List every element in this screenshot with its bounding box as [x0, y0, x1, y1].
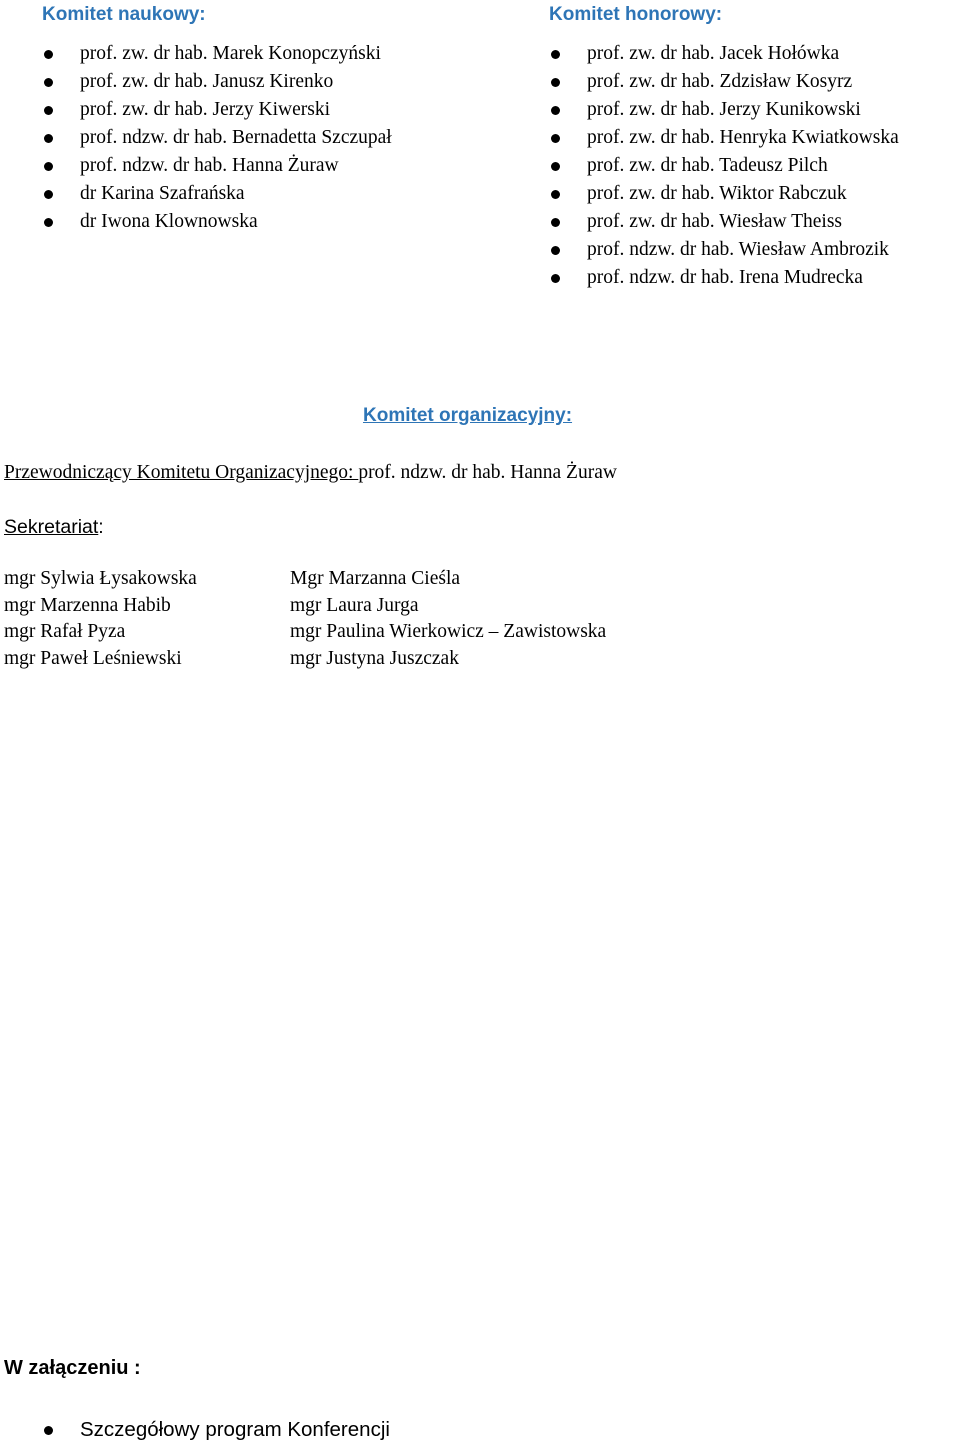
list-item	[549, 96, 899, 124]
list-item	[549, 180, 899, 208]
attachments-list	[42, 1415, 390, 1445]
honorary-committee-list	[549, 40, 899, 292]
member-name: dr Iwona Klownowska	[80, 211, 258, 232]
secretariat-right-column	[290, 566, 606, 672]
chair-name: prof. ndzw. dr hab. Hanna Żuraw	[358, 462, 617, 483]
list-item	[42, 96, 392, 124]
organizing-committee-heading: Komitet organizacyjny:	[363, 405, 573, 426]
secretariat-left-column	[4, 566, 197, 672]
list-item	[42, 68, 392, 96]
list-item: mgr Justyna Juszczak	[290, 647, 459, 669]
chair-label: Przewodniczący Komitetu Organizacyjnego:	[4, 462, 359, 483]
member-name: prof. ndzw. dr hab. Bernadetta Szczupał	[80, 127, 392, 148]
bullet-icon	[44, 134, 53, 143]
list-item	[549, 152, 899, 180]
scientific-committee-heading: Komitet naukowy:	[42, 4, 206, 25]
member-name: dr Karina Szafrańska	[80, 183, 245, 204]
list-item	[42, 208, 392, 236]
bullet-icon	[44, 106, 53, 115]
secretariat-colon: :	[98, 516, 104, 538]
bullet-icon	[551, 218, 560, 227]
list-item	[42, 1415, 390, 1445]
list-item	[549, 124, 899, 152]
secretariat-heading	[4, 516, 104, 539]
member-name: prof. ndzw. dr hab. Wiesław Ambrozik	[587, 239, 889, 260]
bullet-icon	[551, 134, 560, 143]
list-item	[42, 152, 392, 180]
bullet-icon	[551, 274, 560, 283]
list-item: Mgr Marzanna Cieśla	[290, 568, 461, 589]
member-name: prof. zw. dr hab. Jerzy Kiwerski	[80, 99, 330, 120]
bullet-icon	[44, 218, 53, 227]
bullet-icon	[44, 50, 53, 59]
bullet-icon	[551, 50, 560, 59]
list-item	[42, 124, 392, 152]
bullet-icon	[44, 190, 53, 199]
list-item	[549, 68, 899, 96]
member-name: prof. zw. dr hab. Janusz Kirenko	[80, 71, 334, 92]
scientific-committee-list	[42, 40, 392, 236]
bullet-icon	[44, 162, 53, 171]
bullet-icon	[44, 1426, 53, 1435]
list-item	[42, 40, 392, 68]
organizing-chair-line	[4, 462, 617, 484]
member-name: prof. zw. dr hab. Marek Konopczyński	[80, 43, 381, 64]
bullet-icon	[551, 190, 560, 199]
secretariat-label: Sekretariat	[4, 516, 99, 538]
member-name: prof. zw. dr hab. Henryka Kwiatkowska	[587, 127, 899, 148]
honorary-committee-heading: Komitet honorowy:	[549, 4, 723, 25]
member-name: prof. ndzw. dr hab. Hanna Żuraw	[80, 155, 339, 176]
list-item: mgr Rafał Pyza	[4, 621, 126, 642]
member-name: prof. zw. dr hab. Jerzy Kunikowski	[587, 99, 861, 120]
bullet-icon	[551, 78, 560, 87]
attachment-label: Szczegółowy program Konferencji	[80, 1418, 390, 1441]
member-name: prof. zw. dr hab. Wiktor Rabczuk	[587, 183, 847, 204]
list-item: mgr Sylwia Łysakowska	[4, 568, 197, 589]
attachments-heading: W załączeniu :	[4, 1357, 141, 1379]
member-name: prof. zw. dr hab. Jacek Hołówka	[587, 43, 840, 64]
list-item: mgr Marzenna Habib	[4, 594, 171, 616]
list-item: mgr Paulina Wierkowicz – Zawistowska	[290, 621, 607, 642]
member-name: prof. ndzw. dr hab. Irena Mudrecka	[587, 267, 863, 288]
bullet-icon	[551, 246, 560, 255]
bullet-icon	[551, 162, 560, 171]
list-item	[549, 40, 899, 68]
member-name: prof. zw. dr hab. Wiesław Theiss	[587, 211, 843, 232]
member-name: prof. zw. dr hab. Zdzisław Kosyrz	[587, 71, 853, 92]
list-item	[549, 208, 899, 236]
bullet-icon	[44, 78, 53, 87]
list-item	[42, 180, 392, 208]
member-name: prof. zw. dr hab. Tadeusz Pilch	[587, 155, 828, 176]
list-item: mgr Laura Jurga	[290, 594, 419, 616]
list-item: mgr Paweł Leśniewski	[4, 647, 182, 669]
list-item	[549, 236, 899, 264]
bullet-icon	[551, 106, 560, 115]
list-item	[549, 264, 899, 292]
